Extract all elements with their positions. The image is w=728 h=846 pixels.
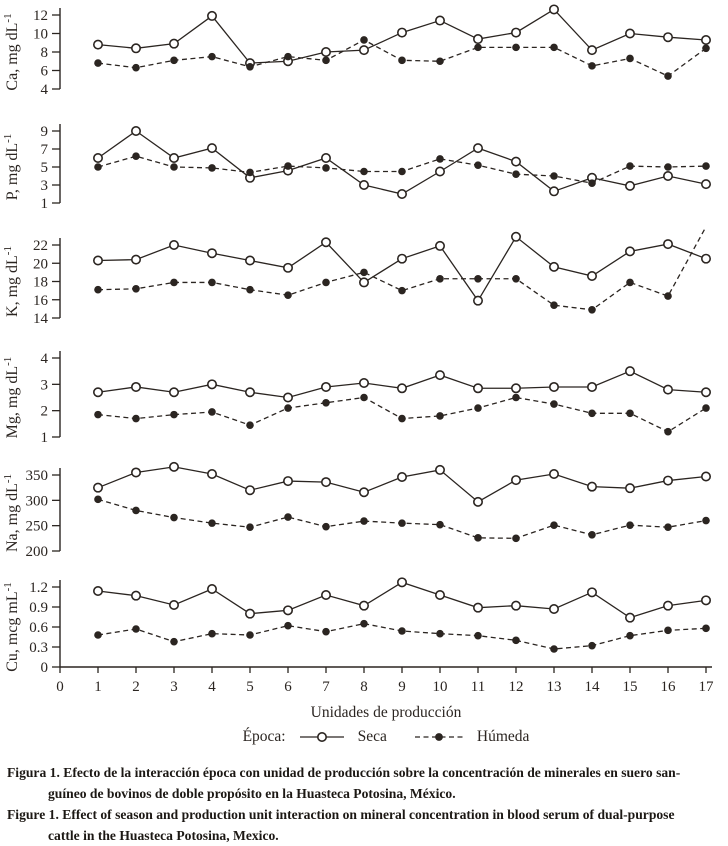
svg-text:14: 14 — [33, 311, 48, 327]
svg-text:3: 3 — [40, 377, 48, 394]
svg-text:16: 16 — [33, 292, 48, 309]
svg-text:Na, mg dL-1: Na, mg $dL^{-1}$ — [2, 473, 21, 553]
svg-text:1: 1 — [40, 430, 48, 446]
chart-mg — [0, 345, 728, 460]
svg-text:5: 5 — [246, 679, 254, 695]
svg-text:20: 20 — [33, 256, 48, 273]
svg-text:4: 4 — [40, 351, 48, 367]
chart-svg — [0, 460, 728, 568]
svg-text:12: 12 — [33, 8, 48, 24]
svg-text:1: 1 — [94, 679, 102, 695]
chart-ca — [0, 0, 728, 110]
svg-text:0.9: 0.9 — [29, 600, 48, 616]
svg-text:5: 5 — [40, 160, 48, 176]
svg-text:11: 11 — [470, 679, 486, 695]
svg-text:P, mg dL-1: P, mg $dL^{-1}$ — [2, 133, 21, 201]
svg-text:18: 18 — [33, 274, 48, 291]
svg-text:3: 3 — [40, 178, 48, 194]
chart-svg — [0, 0, 728, 105]
chart-k — [0, 220, 728, 345]
chart-p — [0, 110, 728, 220]
caption-es — [7, 762, 724, 804]
svg-text:Ca, mg dL-1: Ca, mg $dL^{-1}$ — [2, 13, 21, 91]
legend — [60, 724, 712, 750]
svg-text:0.6: 0.6 — [29, 620, 48, 636]
legend-title: Época: — [242, 728, 286, 745]
svg-text:17: 17 — [698, 679, 714, 695]
svg-text:Mg, mg dL-1: Mg, mg $dL^{-1}$ — [2, 356, 21, 439]
svg-text:2: 2 — [132, 679, 140, 695]
svg-text:7: 7 — [40, 142, 48, 158]
svg-text:1: 1 — [40, 196, 48, 212]
svg-text:13: 13 — [546, 679, 562, 695]
svg-text:4: 4 — [40, 82, 48, 98]
legend-humeda-sample-icon — [414, 731, 464, 743]
svg-text:4: 4 — [208, 679, 216, 695]
svg-text:15: 15 — [622, 679, 638, 695]
svg-text:22: 22 — [33, 238, 48, 254]
chart-svg — [0, 573, 728, 695]
svg-text:8: 8 — [360, 679, 368, 695]
caption-en-line1: Figure 1. Effect of season and production unit interaction on mineral concentration in blood serum of dual-purpose — [7, 807, 675, 822]
svg-text:0: 0 — [40, 660, 48, 676]
caption-es-line1: Figura 1. Efecto de la interacción época con unidad de producción sobre la concentración de minerales en suero san- — [7, 765, 681, 780]
svg-text:250: 250 — [25, 518, 48, 535]
svg-text:14: 14 — [584, 679, 600, 695]
chart-svg — [0, 110, 728, 215]
svg-text:0.3: 0.3 — [29, 640, 48, 656]
legend-item-seca: Seca — [357, 728, 387, 745]
svg-text:Cu, mcg mL-1: Cu, mcg $mL^{-1}$ — [2, 582, 21, 672]
svg-text:6: 6 — [40, 63, 48, 80]
svg-text:K, mg dL-1: K, mg $dL^{-1}$ — [2, 246, 21, 317]
svg-text:200: 200 — [25, 544, 48, 560]
svg-text:10: 10 — [432, 679, 448, 695]
caption-en — [7, 804, 724, 846]
svg-text:10: 10 — [33, 26, 48, 43]
legend-item-humeda: Húmeda — [476, 728, 530, 745]
caption-es-line2: guíneo de bovinos de doble propósito en la Huasteca Potosina, México. — [48, 786, 456, 801]
chart-na — [0, 460, 728, 573]
svg-text:1.2: 1.2 — [29, 580, 48, 596]
svg-text:2: 2 — [40, 403, 48, 420]
x-axis-title: Unidades de producción — [310, 704, 462, 721]
caption-en-line2: cattle in the Huasteca Potosina, Mexico. — [48, 828, 279, 843]
svg-text:9: 9 — [398, 679, 406, 695]
svg-text:7: 7 — [322, 679, 330, 695]
svg-text:0: 0 — [56, 679, 64, 695]
svg-text:300: 300 — [25, 493, 48, 510]
legend-seca-sample-icon — [299, 731, 345, 743]
svg-text:3: 3 — [170, 679, 178, 695]
svg-text:350: 350 — [25, 468, 48, 484]
svg-text:12: 12 — [508, 679, 524, 695]
chart-cu — [0, 573, 728, 700]
svg-text:9: 9 — [40, 124, 48, 140]
chart-svg — [0, 345, 728, 455]
figure-caption — [0, 762, 728, 846]
svg-text:16: 16 — [660, 679, 676, 695]
svg-text:8: 8 — [40, 45, 48, 61]
svg-text:6: 6 — [284, 679, 292, 695]
chart-svg — [0, 220, 728, 340]
